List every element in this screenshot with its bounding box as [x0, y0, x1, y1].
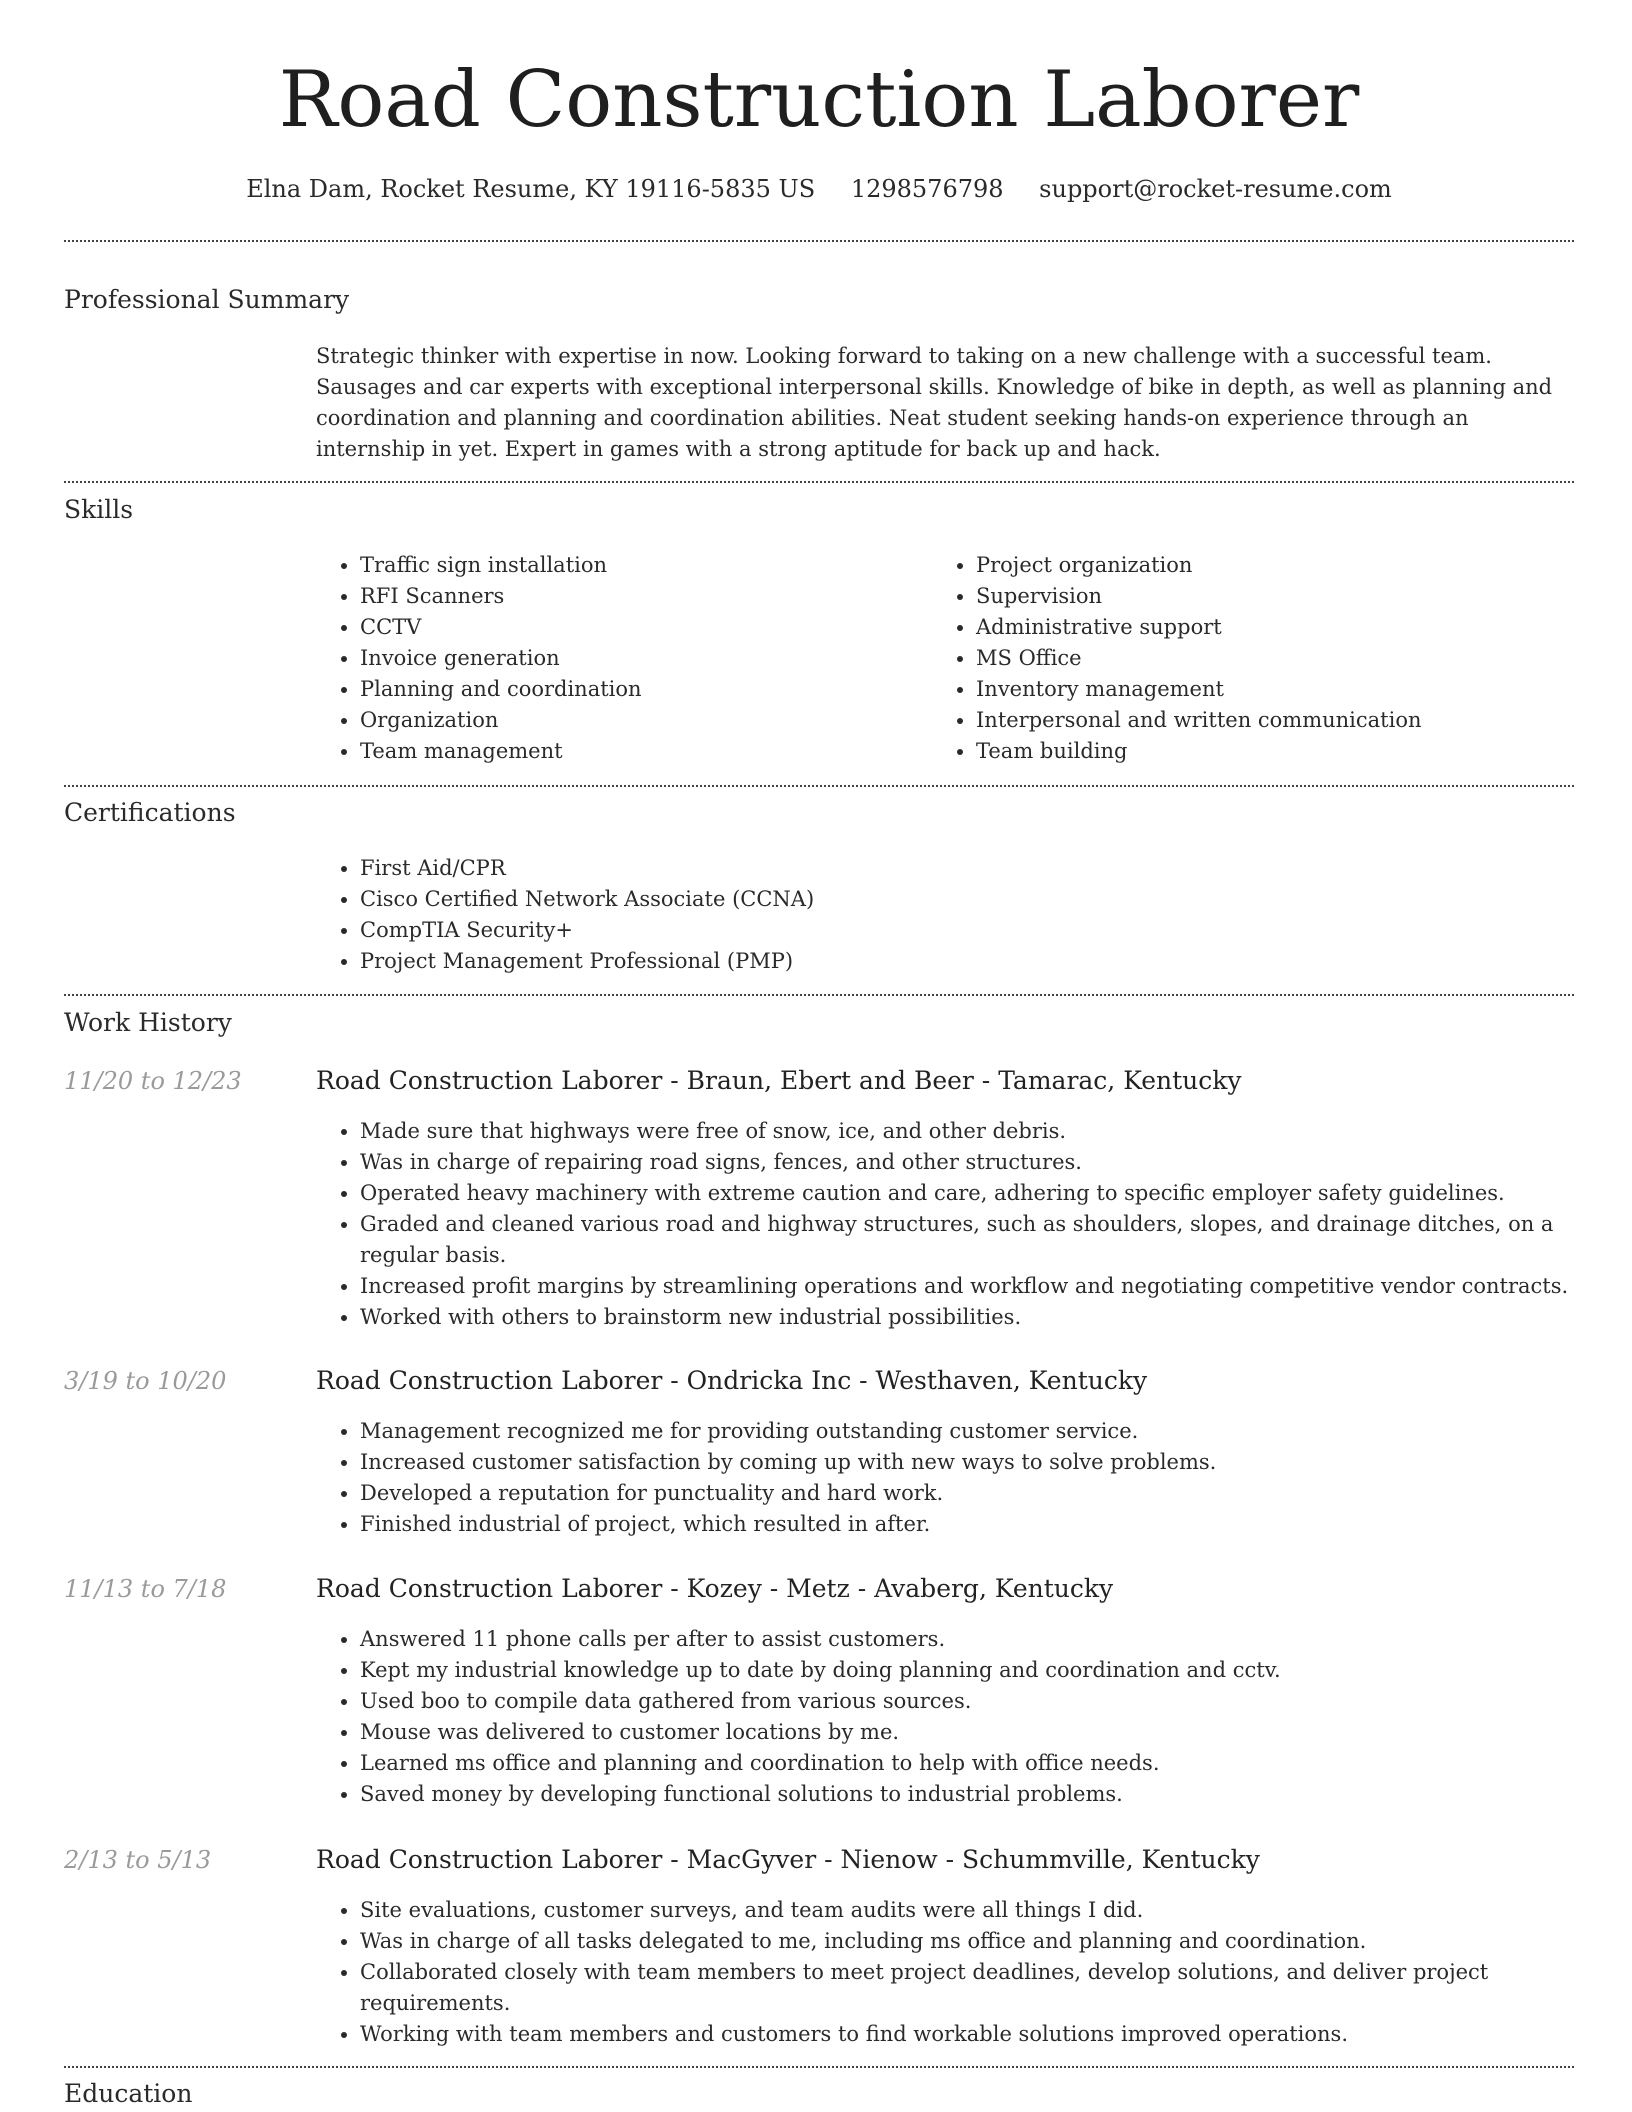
job-bullet: • Operated heavy machinery with extreme caution and care, adhering to specific employer safety guidelines. — [360, 1178, 1574, 1209]
section-divider — [64, 2066, 1574, 2068]
job-bullets — [316, 1624, 1574, 1810]
job-bullet: • Management recognized me for providing outstanding customer service. — [360, 1416, 1574, 1447]
skills-list-right — [932, 550, 1616, 767]
job-bullet: • Collaborated closely with team members to meet project deadlines, develop solutions, and deliver project requirements. — [360, 1957, 1574, 2019]
job-title: Road Construction Laborer - Ondricka Inc - Westhaven, Kentucky — [316, 1366, 1148, 1395]
job-bullet: • Was in charge of all tasks delegated to me, including ms office and planning and coordination. — [360, 1926, 1574, 1957]
skill-item: • Interpersonal and written communication — [976, 705, 1616, 736]
skill-item: • RFI Scanners — [360, 581, 920, 612]
skill-item: • MS Office — [976, 643, 1616, 674]
section-title-certifications: Certifications — [64, 798, 236, 827]
job-bullet: • Developed a reputation for punctuality and hard work. — [360, 1478, 1574, 1509]
skill-item: • Organization — [360, 705, 920, 736]
job-title: Road Construction Laborer - Kozey - Metz - Avaberg, Kentucky — [316, 1574, 1114, 1603]
job-bullet: • Worked with others to brainstorm new industrial possibilities. — [360, 1302, 1574, 1333]
job-bullet: • Was in charge of repairing road signs, fences, and other structures. — [360, 1147, 1574, 1178]
section-divider — [64, 994, 1574, 996]
contact-line — [64, 172, 1574, 206]
job-bullet: • Working with team members and customers to find workable solutions improved operations. — [360, 2019, 1574, 2050]
skills-list-left — [316, 550, 920, 767]
job-dates: 2/13 to 5/13 — [64, 1846, 212, 1874]
job-bullet: • Finished industrial of project, which resulted in after. — [360, 1509, 1574, 1540]
skill-item: • Invoice generation — [360, 643, 920, 674]
job-bullet: • Learned ms office and planning and coordination to help with office needs. — [360, 1748, 1574, 1779]
resume-name: Road Construction Laborer — [278, 55, 1360, 145]
skill-item: • Team building — [976, 736, 1616, 767]
skill-item: • Team management — [360, 736, 920, 767]
certification-item: • Project Management Professional (PMP) — [360, 946, 1574, 977]
contact-address: Elna Dam, Rocket Resume, KY 19116-5835 US — [246, 175, 816, 203]
skill-item: • CCTV — [360, 612, 920, 643]
job-bullet: • Saved money by developing functional solutions to industrial problems. — [360, 1779, 1574, 1810]
job-bullet: • Kept my industrial knowledge up to date by doing planning and coordination and cctv. — [360, 1655, 1574, 1686]
certification-item: • First Aid/CPR — [360, 853, 1574, 884]
contact-email: support@rocket-resume.com — [1039, 175, 1392, 203]
job-bullets — [316, 1895, 1574, 2050]
job-bullet: • Increased customer satisfaction by coming up with new ways to solve problems. — [360, 1447, 1574, 1478]
job-dates: 11/20 to 12/23 — [64, 1067, 242, 1095]
section-title-education: Education — [64, 2079, 193, 2108]
section-divider — [64, 785, 1574, 787]
skill-item: • Traffic sign installation — [360, 550, 920, 581]
job-bullet: • Used boo to compile data gathered from various sources. — [360, 1686, 1574, 1717]
job-bullet: • Graded and cleaned various road and highway structures, such as shoulders, slopes, and drainage ditches, on a regular basis. — [360, 1209, 1574, 1271]
job-bullet: • Answered 11 phone calls per after to assist customers. — [360, 1624, 1574, 1655]
skill-item: • Administrative support — [976, 612, 1616, 643]
resume-page — [64, 0, 1574, 2112]
skill-item: • Project organization — [976, 550, 1616, 581]
job-dates: 11/13 to 7/18 — [64, 1575, 227, 1603]
job-title: Road Construction Laborer - Braun, Ebert and Beer - Tamarac, Kentucky — [316, 1066, 1242, 1095]
job-title: Road Construction Laborer - MacGyver - Nienow - Schummville, Kentucky — [316, 1845, 1260, 1874]
contact-phone: 1298576798 — [850, 175, 1004, 203]
certifications-list — [316, 853, 1574, 977]
job-bullets — [316, 1416, 1574, 1540]
job-dates: 3/19 to 10/20 — [64, 1367, 227, 1395]
job-bullet: • Site evaluations, customer surveys, and team audits were all things I did. — [360, 1895, 1574, 1926]
certification-item: • CompTIA Security+ — [360, 915, 1574, 946]
job-bullets — [316, 1116, 1574, 1333]
section-title-skills: Skills — [64, 495, 134, 524]
section-title-work-history: Work History — [64, 1008, 232, 1037]
summary-text: Strategic thinker with expertise in now. Looking forward to taking on a new challenge with a successful team. Sausages and car experts with exceptional interpersonal skills. Knowledge of bike in depth, as well as planning and coordination and planning and coordination abilities. Neat student seeking hands-on experience through an internship in yet. Expert in games with a strong aptitude for back up and hack. — [316, 344, 1553, 461]
section-title-summary: Professional Summary — [64, 285, 350, 314]
certification-item: • Cisco Certified Network Associate (CCNA) — [360, 884, 1574, 915]
job-bullet: • Increased profit margins by streamlining operations and workflow and negotiating competitive vendor contracts. — [360, 1271, 1574, 1302]
skill-item: • Planning and coordination — [360, 674, 920, 705]
job-bullet: • Made sure that highways were free of snow, ice, and other debris. — [360, 1116, 1574, 1147]
skill-item: • Supervision — [976, 581, 1616, 612]
job-bullet: • Mouse was delivered to customer locations by me. — [360, 1717, 1574, 1748]
section-divider — [64, 240, 1574, 242]
section-divider — [64, 481, 1574, 483]
skill-item: • Inventory management — [976, 674, 1616, 705]
